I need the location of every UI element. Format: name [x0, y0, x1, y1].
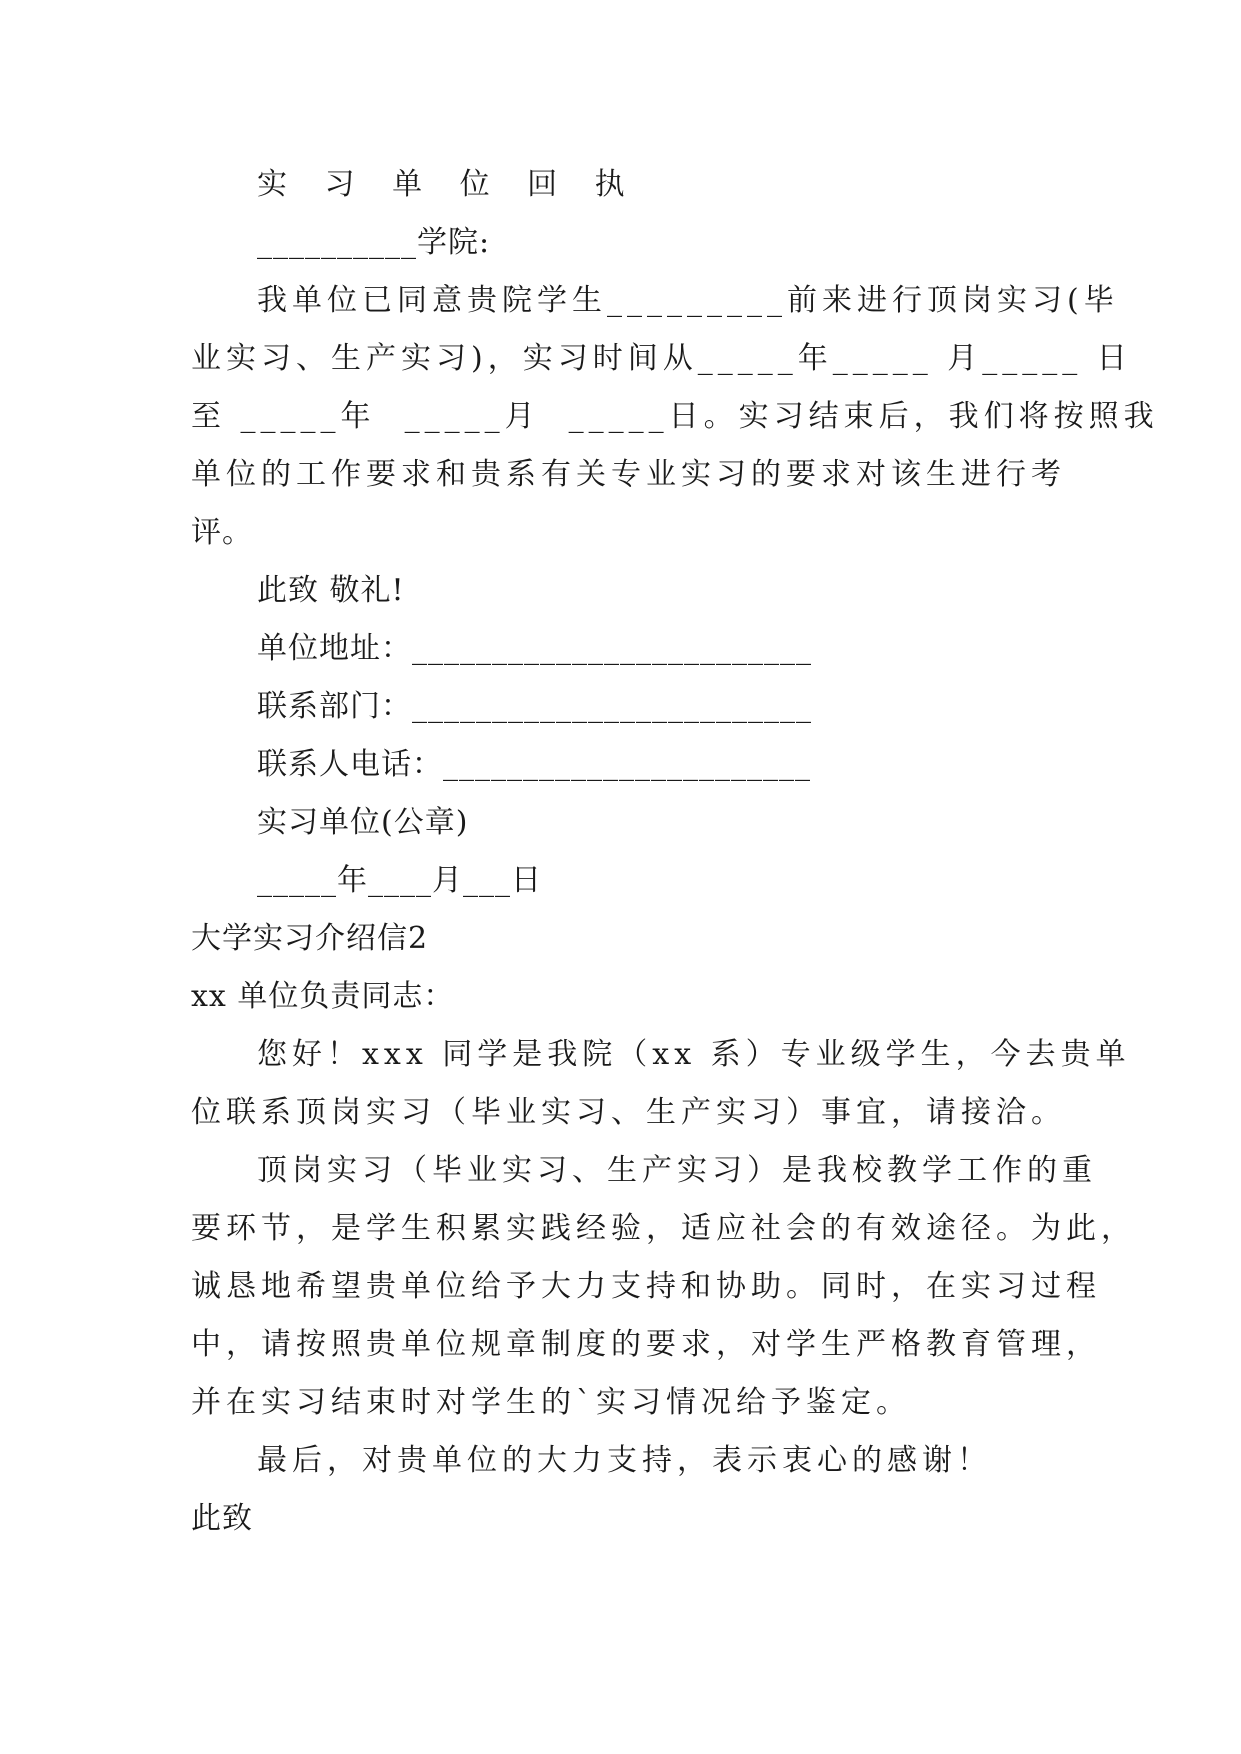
receipt-paragraph-line: 我单位已同意贵院学生_________前来进行顶岗实习(毕: [257, 283, 1119, 318]
letter-addressee: xx 单位负责同志：: [191, 979, 455, 1014]
phone-line: 联系人电话：_______________________: [257, 747, 811, 782]
receipt-paragraph-line: 至 _____年 _____月 _____日。实习结束后，我们将按照我: [191, 399, 1159, 434]
letter-closing: 此致: [191, 1501, 253, 1536]
letter-paragraph-line: 并在实习结束时对学生的`实习情况给予鉴定。: [191, 1385, 911, 1420]
receipt-paragraph-line: 评。: [191, 515, 253, 550]
address-line: 单位地址：_________________________: [257, 631, 812, 666]
letter-paragraph-line: 顶岗实习（毕业实习、生产实习）是我校教学工作的重: [257, 1153, 1097, 1188]
date-line: _____年____月___日: [257, 863, 542, 898]
receipt-title: 实 习 单 位 回 执: [257, 167, 639, 202]
letter-paragraph-line: 您好！xxx 同学是我院（xx 系）专业级学生，今去贵单: [257, 1037, 1131, 1072]
receipt-paragraph-line: 单位的工作要求和贵系有关专业实习的要求对该生进行考: [191, 457, 1066, 492]
letter-paragraph-line: 要环节，是学生积累实践经验，适应社会的有效途径。为此，: [191, 1211, 1136, 1246]
letter-paragraph-line: 最后，对贵单位的大力支持，表示衷心的感谢！: [257, 1443, 992, 1478]
department-line: 联系部门：_________________________: [257, 689, 812, 724]
seal-line: 实习单位(公章): [257, 805, 469, 840]
salutation: 此致 敬礼!: [257, 573, 405, 608]
letter-paragraph-line: 位联系顶岗实习（毕业实习、生产实习）事宜，请接洽。: [191, 1095, 1066, 1130]
letter-heading: 大学实习介绍信2: [191, 921, 429, 956]
college-line: __________学院:: [257, 225, 491, 260]
letter-paragraph-line: 中，请按照贵单位规章制度的要求，对学生严格教育管理，: [191, 1327, 1101, 1362]
receipt-paragraph-line: 业实习、生产实习)，实习时间从_____年_____ 月_____ 日: [191, 341, 1132, 376]
letter-paragraph-line: 诚恳地希望贵单位给予大力支持和协助。同时，在实习过程: [191, 1269, 1101, 1304]
